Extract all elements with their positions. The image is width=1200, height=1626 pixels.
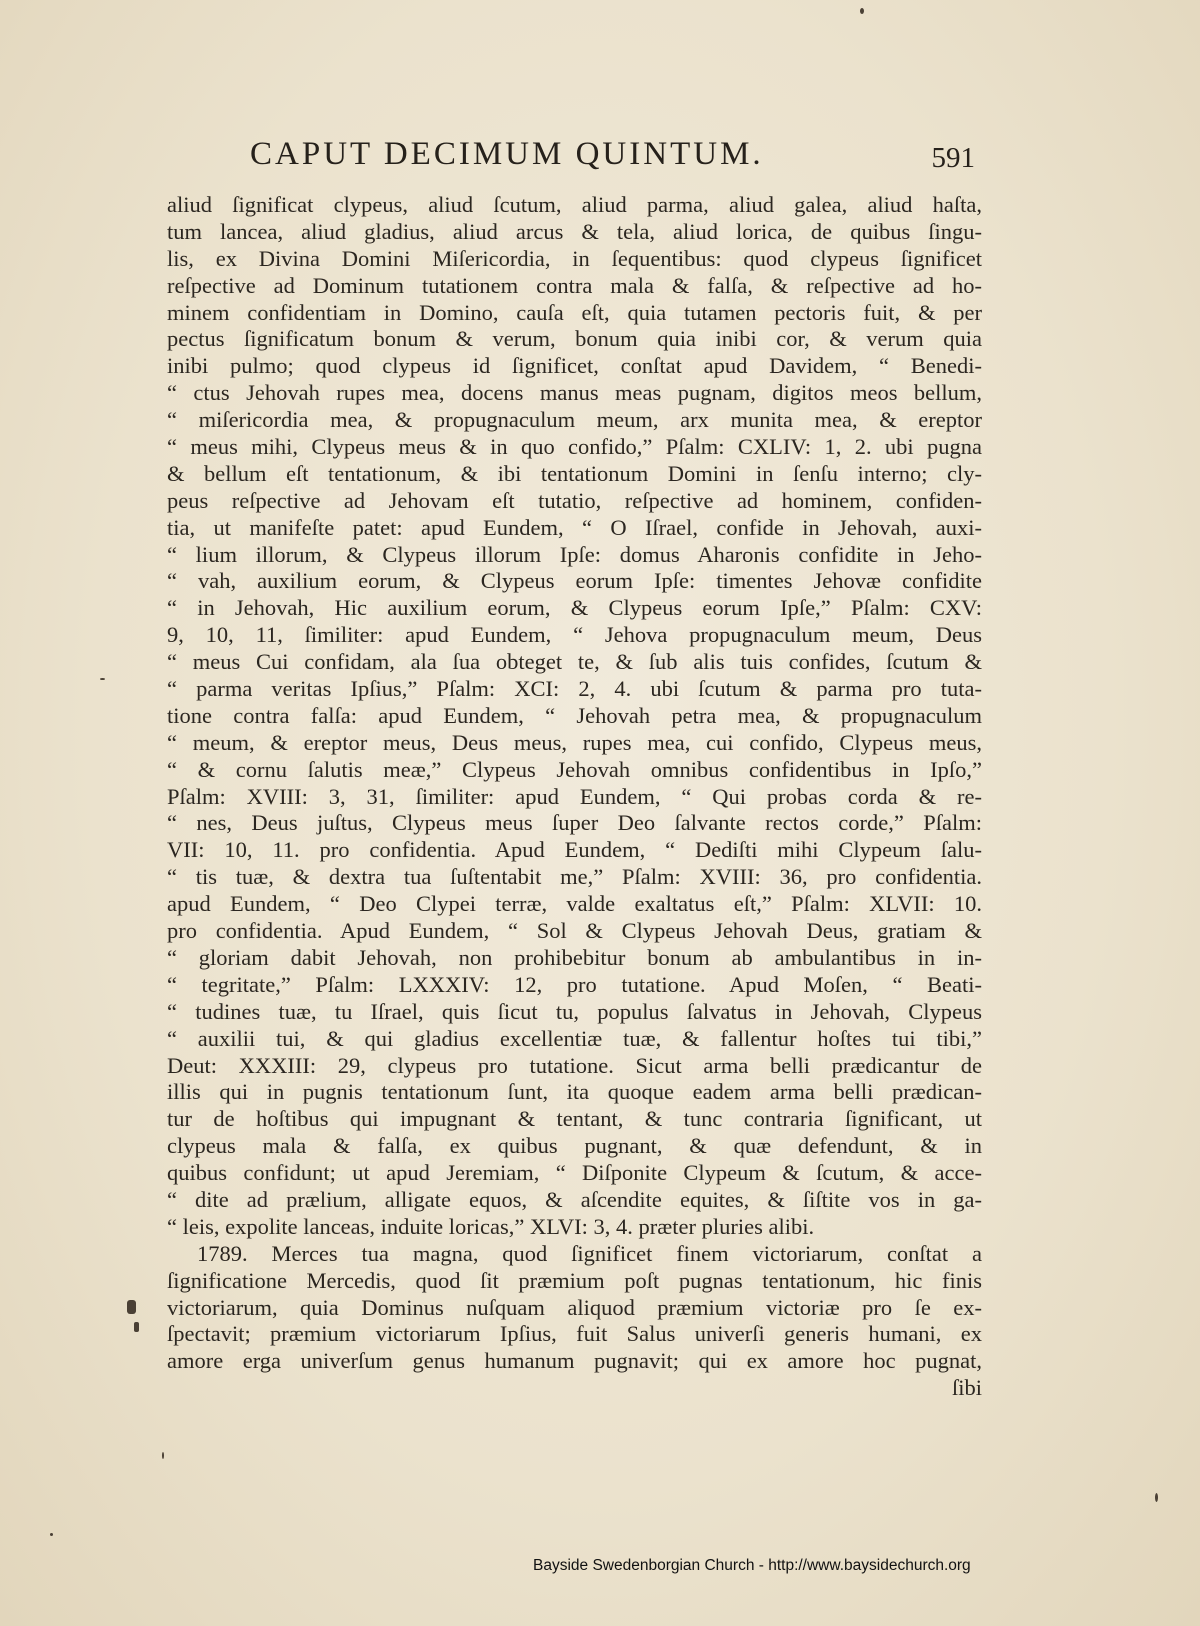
ink-speck bbox=[100, 678, 105, 680]
text-line: “ tis tuæ, & dextra tua ſuſtentabit me,” Pſalm: XVIII: 36, pro confidentia. bbox=[167, 864, 982, 890]
page-number: 591 bbox=[931, 142, 975, 174]
text-line: tum lancea, aliud gladius, aliud arcus & tela, aliud lorica, de quibus ſingu- bbox=[167, 218, 982, 244]
paragraph-start-line: 1789. Merces tua magna, quod ſignificet finem victoriarum, conſtat a bbox=[197, 1240, 982, 1266]
text-line: 9, 10, 11, ſimiliter: apud Eundem, “ Jehova propugnaculum meum, Deus bbox=[167, 622, 982, 648]
text-line: “ leis, expolite lanceas, induite loricas,” XLVI: 3, 4. præter pluries alibi. bbox=[167, 1213, 815, 1239]
ink-speck bbox=[860, 8, 864, 14]
text-line: “ gloriam dabit Jehovah, non prohibebitur bonum ab ambulantibus in in- bbox=[167, 944, 982, 970]
text-line: illis qui in pugnis tentationum ſunt, ita quoque eadem arma belli prædican- bbox=[167, 1079, 982, 1105]
text-line: “ meus Cui confidam, ala ſua obteget te, & ſub alis tuis confides, ſcutum & bbox=[167, 649, 982, 675]
text-line: “ meum, & ereptor meus, Deus meus, rupes mea, cui confido, Clypeus meus, bbox=[167, 729, 982, 755]
ink-speck bbox=[162, 1452, 164, 1459]
chapter-heading: CAPUT DECIMUM QUINTUM. bbox=[250, 136, 764, 172]
text-line: “ in Jehovah, Hic auxilium eorum, & Clypeus eorum Ipſe,” Pſalm: CXV: bbox=[167, 595, 982, 621]
text-line: “ & cornu ſalutis meæ,” Clypeus Jehovah omnibus confidentibus in Ipſo,” bbox=[167, 756, 982, 782]
page-header bbox=[250, 136, 975, 186]
catchword: ſibi bbox=[951, 1375, 982, 1401]
text-line: peus reſpective ad Jehovam eſt tutatio, reſpective ad hominem, confiden- bbox=[167, 487, 982, 513]
text-line: quibus confidunt; ut apud Jeremiam, “ Diſponite Clypeum & ſcutum, & acce- bbox=[167, 1160, 982, 1186]
text-line: pro confidentia. Apud Eundem, “ Sol & Clypeus Jehovah Deus, gratiam & bbox=[167, 918, 982, 944]
text-line: “ auxilii tui, & qui gladius excellentiæ tuæ, & fallentur hoſtes tui tibi,” bbox=[167, 1025, 982, 1051]
text-line: Pſalm: XVIII: 3, 31, ſimiliter: apud Eundem, “ Qui probas corda & re- bbox=[167, 783, 982, 809]
body-text bbox=[167, 192, 982, 1402]
text-line: minem confidentiam in Domino, cauſa eſt, quia tutamen pectoris fuit, & per bbox=[167, 299, 982, 325]
text-line: “ ctus Jehovah rupes mea, docens manus meas pugnam, digitos meos bellum, bbox=[167, 380, 982, 406]
text-line: amore erga univerſum genus humanum pugnavit; qui ex amore hoc pugnat, bbox=[167, 1348, 982, 1374]
ink-speck bbox=[134, 1322, 139, 1332]
text-line: “ lium illorum, & Clypeus illorum Ipſe: domus Aharonis confidite in Jeho- bbox=[167, 541, 982, 567]
text-line: tur de hoſtibus qui impugnant & tentant, & tunc contraria ſignificant, ut bbox=[167, 1106, 982, 1132]
text-line: “ vah, auxilium eorum, & Clypeus eorum Ipſe: timentes Jehovæ confidite bbox=[167, 568, 982, 594]
text-line: ſpectavit; præmium victoriarum Ipſius, fuit Salus univerſi generis humani, ex bbox=[167, 1321, 982, 1347]
text-line: victoriarum, quia Dominus nuſquam aliquod præmium victoriæ pro ſe ex- bbox=[167, 1294, 982, 1320]
text-line: “ tudines tuæ, tu Iſrael, quis ſicut tu, populus ſalvatus in Jehovah, Clypeus bbox=[167, 998, 982, 1024]
ink-speck bbox=[1155, 1493, 1158, 1502]
text-line: “ meus mihi, Clypeus meus & in quo confido,” Pſalm: CXLIV: 1, 2. ubi pugna bbox=[167, 434, 982, 460]
text-line: reſpective ad Dominum tutationem contra mala & falſa, & reſpective ad ho- bbox=[167, 272, 982, 298]
text-line: “ nes, Deus juſtus, Clypeus meus ſuper Deo ſalvante rectos corde,” Pſalm: bbox=[167, 810, 982, 836]
text-line: pectus ſignificatum bonum & verum, bonum quia inibi cor, & verum quia bbox=[167, 326, 982, 352]
text-line: aliud ſignificat clypeus, aliud ſcutum, aliud parma, aliud galea, aliud haſta, bbox=[167, 192, 982, 217]
text-line: “ parma veritas Ipſius,” Pſalm: XCI: 2, 4. ubi ſcutum & parma pro tuta- bbox=[167, 676, 982, 702]
text-line: ſignificatione Mercedis, quod ſit præmium poſt pugnas tentationum, hic finis bbox=[167, 1267, 982, 1293]
ink-speck bbox=[50, 1533, 53, 1536]
text-line: “ dite ad prælium, alligate equos, & aſcendite equites, & ſiſtite vos in ga- bbox=[167, 1186, 982, 1212]
text-line: inibi pulmo; quod clypeus id ſignificet, conſtat apud Davidem, “ Benedi- bbox=[167, 353, 982, 379]
text-line: & bellum eſt tentationum, & ibi tentationum Domini in ſenſu interno; cly- bbox=[167, 460, 982, 486]
text-line: “ miſericordia mea, & propugnaculum meum, arx munita mea, & ereptor bbox=[167, 407, 982, 433]
text-line: tia, ut manifeſte patet: apud Eundem, “ O Iſrael, confide in Jehovah, auxi- bbox=[167, 514, 982, 540]
text-line: VII: 10, 11. pro confidentia. Apud Eundem, “ Dediſti mihi Clypeum ſalu- bbox=[167, 837, 982, 863]
text-line: “ tegritate,” Pſalm: LXXXIV: 12, pro tutatione. Apud Moſen, “ Beati- bbox=[167, 971, 982, 997]
ink-speck bbox=[127, 1300, 136, 1314]
text-line: lis, ex Divina Domini Miſericordia, in ſequentibus: quod clypeus ſignificet bbox=[167, 245, 982, 271]
text-line: apud Eundem, “ Deo Clypei terræ, valde exaltatus eſt,” Pſalm: XLVII: 10. bbox=[167, 891, 982, 917]
text-line: clypeus mala & falſa, ex quibus pugnant, & quæ defendunt, & in bbox=[167, 1133, 982, 1159]
text-line: tione contra falſa: apud Eundem, “ Jehovah petra mea, & propugnaculum bbox=[167, 702, 982, 728]
text-line: Deut: XXXIII: 29, clypeus pro tutatione. Sicut arma belli prædicantur de bbox=[167, 1052, 982, 1078]
footer-credit: Bayside Swedenborgian Church - http://www.baysidechurch.org bbox=[533, 1557, 971, 1574]
